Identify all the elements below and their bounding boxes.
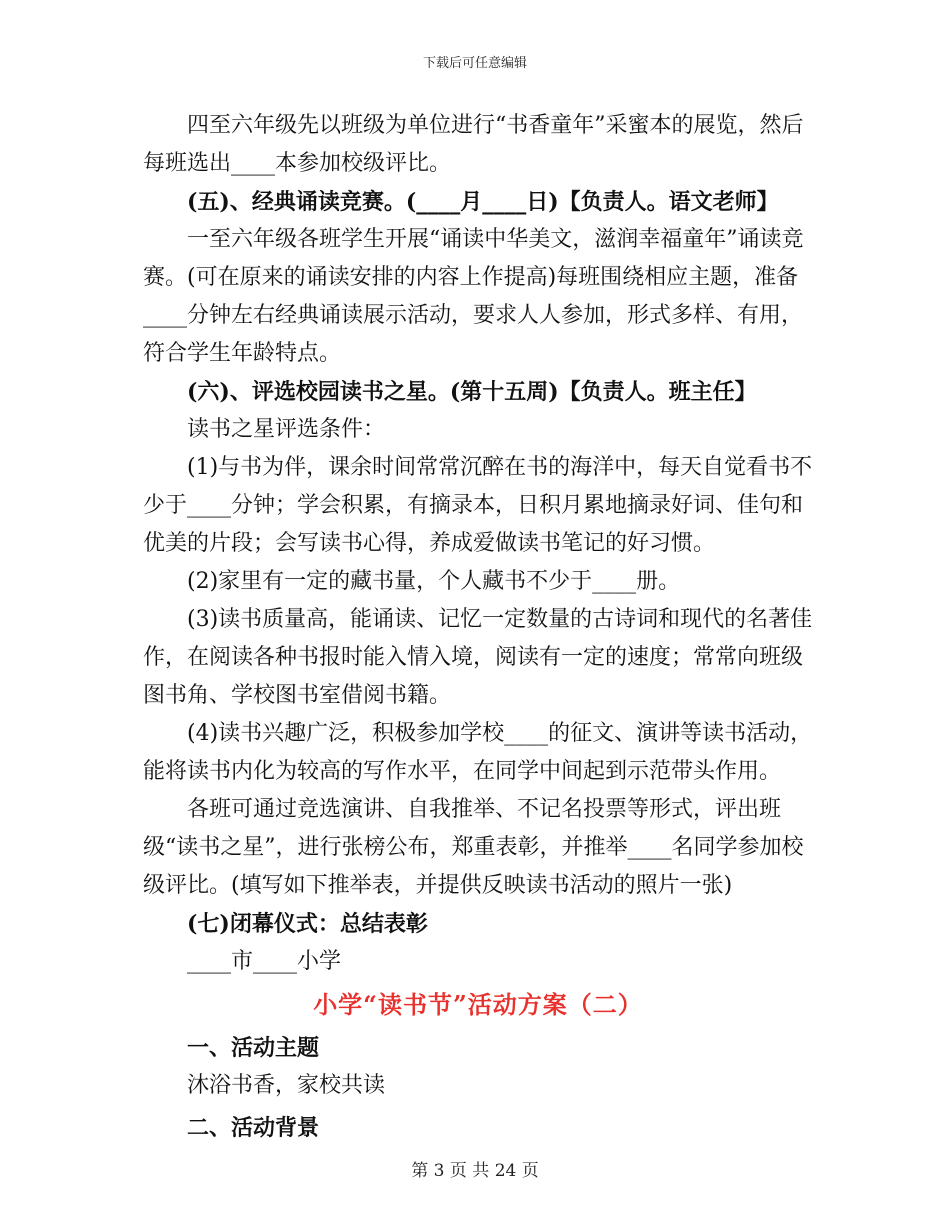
signature-line: ____市____小学 [187,949,342,974]
heading-recitation-contest: (五)、经典诵读竞赛。(____月____日)【负责人。语文老师】 [187,189,779,215]
activity-theme-text: 沐浴书香，家校共读 [187,1073,386,1098]
document-body [143,107,813,1147]
paragraph-criteria-intro: 读书之星评选条件： [187,417,386,442]
criterion-2: (2)家里有一定的藏书量，个人藏书不少于____册。 [187,569,681,594]
heading-reading-star: (六)、评选校园读书之星。(第十五周)【负责人。班主任】 [187,379,757,405]
heading-activity-theme: 一、活动主题 [187,1035,320,1061]
criterion-1: (1)与书为伴，课余时间常常沉醉在书的海洋中，每天自觉看书不少于____分钟；学会积累，有摘录本，日积月累地摘录好词、佳句和优美的片段；会写读书心得，养成爱做读书笔记的好习惯。 [143,455,813,556]
paragraph-exhibition: 四至六年级先以班级为单位进行“书香童年”采蜜本的展览，然后每班选出____本参加校级评比。 [143,113,804,176]
criterion-3: (3)读书质量高，能诵读、记忆一定数量的古诗词和现代的名著佳作，在阅读各种书报时能入情入境，阅读有一定的速度；常常向班级图书角、学校图书室借阅书籍。 [143,607,813,708]
section-title: 小学“读书节”活动方案（二） [313,990,643,1019]
page-footer-number: 第 3 页 共 24 页 [411,1161,539,1181]
paragraph-selection: 各班可通过竞选演讲、自我推举、不记名投票等形式，评出班级“读书之星”，进行张榜公布，郑重表彰，并推举____名同学参加校级评比。(填写如下推举表，并提供反映读书活动的照片一张) [143,797,804,898]
criterion-4: (4)读书兴趣广泛，积极参加学校____的征文、演讲等读书活动，能将读书内化为较高的写作水平，在同学中间起到示范带头作用。 [143,721,813,784]
heading-closing-ceremony: (七)闭幕仪式：总结表彰 [187,911,428,937]
page-header-note: 下载后可任意编辑 [422,56,527,71]
paragraph-recitation: 一至六年级各班学生开展“诵读中华美文，滋润幸福童年”诵读竞赛。(可在原来的诵读安排的内容上作提高)每班围绕相应主题，准备____分钟左右经典诵读展示活动，要求人人参加，形式多样、有用，符合学生年龄特点。 [143,227,804,366]
heading-activity-background: 二、活动背景 [187,1115,320,1141]
